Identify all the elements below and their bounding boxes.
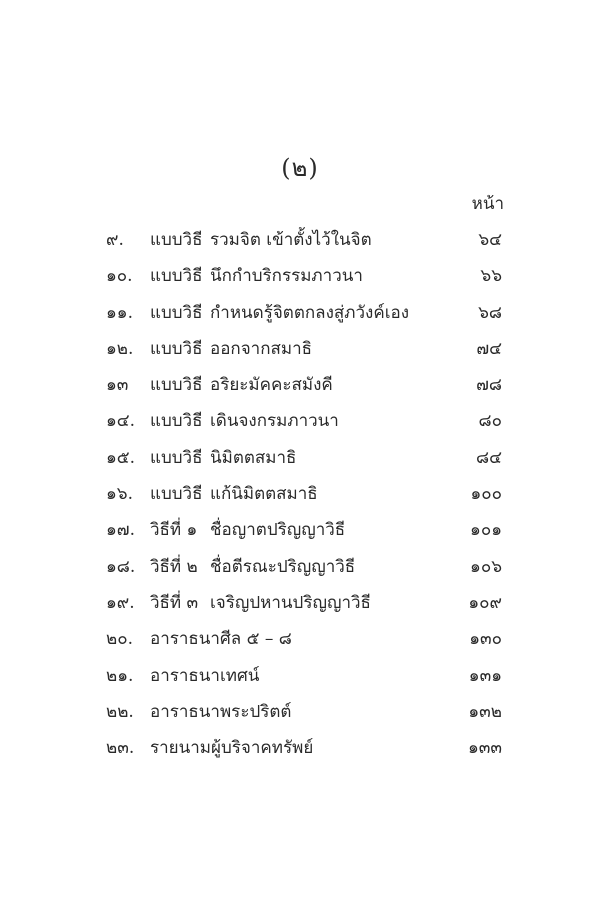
- toc-entry-page: ๘๔: [476, 447, 502, 468]
- toc-entry-text: นึกกำบริกรรมภาวนา: [210, 266, 363, 287]
- toc-entry-page: ๑๓๒: [468, 701, 502, 722]
- page-number: (๒): [281, 154, 319, 182]
- toc-entry-title: [150, 258, 363, 294]
- toc-entry-title: [150, 295, 409, 331]
- toc-entry-title: [150, 367, 333, 403]
- toc-entry-title: [150, 403, 339, 439]
- toc-entry-number: ๑๓: [106, 375, 129, 396]
- toc-entry-page: ๖๖: [480, 266, 502, 287]
- toc-entry-page: ๑๓๑: [468, 665, 502, 686]
- toc-entry-number: ๑๖.: [106, 484, 133, 505]
- toc-entry-kind: แบบวิธี: [150, 447, 203, 468]
- toc-entry-title: [150, 331, 312, 367]
- toc-entry-text: อาราธนาเทศน์: [150, 665, 260, 686]
- toc-entry-number: ๑๕.: [106, 447, 136, 468]
- toc-entry: [0, 512, 600, 548]
- toc-entry-title: [150, 730, 313, 766]
- table-of-contents: [0, 222, 600, 766]
- toc-entry: [0, 730, 600, 766]
- toc-entry: [0, 295, 600, 331]
- toc-entry-title: [150, 621, 292, 657]
- toc-entry-page: ๗๔: [476, 338, 502, 359]
- toc-entry-number: ๑๐.: [106, 266, 133, 287]
- toc-entry-kind: แบบวิธี: [150, 484, 203, 505]
- toc-entry-title: [150, 585, 371, 621]
- toc-entry-number: ๑๘.: [106, 556, 136, 577]
- toc-entry-number: ๙.: [106, 230, 124, 250]
- toc-entry: [0, 222, 600, 258]
- toc-entry-text: รวมจิต เข้าตั้งไว้ในจิต: [210, 230, 372, 250]
- toc-entry-number: ๑๒.: [106, 338, 134, 359]
- toc-entry-text: อริยะมัคคะสมังคี: [210, 375, 333, 396]
- toc-entry-kind: แบบวิธี: [150, 266, 203, 287]
- toc-entry: [0, 440, 600, 476]
- toc-entry-page: ๑๓๐: [469, 629, 502, 650]
- toc-entry: [0, 694, 600, 730]
- toc-entry-page: ๖๔: [478, 230, 502, 250]
- toc-entry-text: รายนามผู้บริจาคทรัพย์: [150, 738, 314, 759]
- toc-entry: [0, 258, 600, 294]
- toc-entry-number: ๒๒.: [106, 701, 134, 722]
- toc-entry-kind: วิธีที่ ๓: [150, 592, 199, 613]
- toc-entry-page: ๑๐๑: [470, 520, 502, 541]
- toc-entry-text: อาราธนาศีล ๕ – ๘: [150, 629, 292, 650]
- toc-entry-kind: แบบวิธี: [150, 411, 203, 432]
- toc-entry-text: กำหนดรู้จิตตกลงสู่ภวังค์เอง: [210, 302, 410, 323]
- toc-entry-page: ๑๐๐: [470, 484, 502, 505]
- toc-entry: [0, 403, 600, 439]
- toc-entry-title: [150, 512, 345, 548]
- toc-entry-kind: แบบวิธี: [150, 338, 203, 359]
- toc-entry-number: ๑๗.: [106, 520, 135, 541]
- toc-entry-text: ชื่อตีรณะปริญญาวิธี: [210, 556, 356, 577]
- toc-entry-number: ๑๑.: [106, 302, 133, 323]
- toc-entry-number: ๒๑.: [106, 665, 134, 686]
- toc-entry-page: ๖๘: [478, 302, 502, 323]
- page-column-header: หน้า: [471, 194, 504, 214]
- toc-entry-title: [150, 222, 372, 258]
- toc-entry-page: ๑๓๓: [467, 738, 502, 759]
- toc-entry-kind: วิธีที่ ๑: [150, 520, 198, 541]
- toc-entry-title: [150, 440, 296, 476]
- toc-entry-text: เจริญปหานปริญญาวิธี: [210, 592, 371, 613]
- toc-entry-text: ออกจากสมาธิ: [210, 338, 313, 359]
- toc-entry: [0, 585, 600, 621]
- toc-entry-number: ๑๙.: [106, 592, 135, 613]
- toc-entry-number: ๒๓.: [106, 738, 135, 759]
- toc-entry-text: นิมิตตสมาธิ: [210, 447, 297, 468]
- toc-entry-kind: แบบวิธี: [150, 230, 203, 250]
- toc-entry-page: ๘๐: [478, 411, 502, 432]
- toc-entry-kind: วิธีที่ ๒: [150, 556, 198, 577]
- toc-entry: [0, 621, 600, 657]
- toc-entry-kind: แบบวิธี: [150, 302, 203, 323]
- toc-entry-kind: แบบวิธี: [150, 375, 203, 396]
- toc-entry-title: [150, 658, 259, 694]
- toc-entry-number: ๒๐.: [106, 629, 133, 650]
- toc-entry-title: [150, 549, 355, 585]
- toc-entry-title: [150, 694, 291, 730]
- toc-entry-text: ชื่อญาตปริญญาวิธี: [210, 520, 346, 541]
- toc-entry: [0, 658, 600, 694]
- toc-entry-text: เดินจงกรมภาวนา: [210, 411, 339, 432]
- toc-entry-text: อาราธนาพระปริตต์: [150, 701, 292, 722]
- toc-entry: [0, 331, 600, 367]
- toc-entry-page: ๗๘: [476, 375, 502, 396]
- toc-entry: [0, 367, 600, 403]
- toc-entry-text: แก้นิมิตตสมาธิ: [210, 484, 318, 505]
- toc-entry: [0, 549, 600, 585]
- toc-entry-page: ๑๐๙: [468, 592, 502, 613]
- toc-entry-page: ๑๐๖: [470, 556, 502, 577]
- toc-entry-title: [150, 476, 318, 512]
- toc-entry: [0, 476, 600, 512]
- toc-entry-number: ๑๔.: [106, 411, 136, 432]
